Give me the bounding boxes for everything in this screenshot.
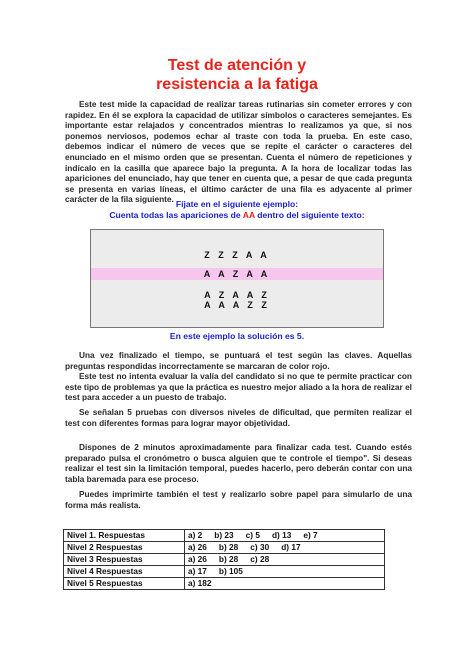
answer-option[interactable]: c) 30 <box>250 542 270 552</box>
answer-option[interactable]: a) 26 <box>188 542 207 552</box>
time-text: Dispones de 2 minutos aproximadamente para finalizar cada test. Cuando estés preparado pulsa el cronómetro o busca alguien que te controle el tiempo". Si deseas realizar el test sin la limitación temporal, puedes hacerlo, pero deberán contar con una tabla baremada para ese proceso. <box>65 442 412 484</box>
level-options <box>185 578 385 590</box>
intro-paragraph <box>65 99 412 205</box>
page-title <box>0 56 474 94</box>
example-row-1: Z Z Z A A <box>204 250 270 260</box>
example-row-3: A Z A A Z <box>204 290 270 300</box>
table-row <box>64 554 385 566</box>
answer-option[interactable]: b) 105 <box>218 566 243 576</box>
example-box <box>90 229 384 328</box>
answer-option[interactable]: d) 13 <box>271 530 292 540</box>
intro-text: Este test mide la capacidad de realizar tareas rutinarias sin cometer errores y con rapidez. En él se explora la capacidad de utilizar símbolos o caracteres semejantes. Es importante estar relajados y concentrados mientras lo realizamos ya que, si nos ponemos nerviosos, podemos echar al traste con toda la prueba. En este caso, debemos indicar el número de veces que se repite el carácter o caracteres del enunciado en el mismo orden que se presentan. Cuenta el número de repeticiones y indícalo en la casilla que aparece bajo la pregunta. A la hora de localizar todas las apariciones del enunciado, hay que tener en cuenta que, a pesar de que cada pregunta se presenta en varias líneas, el último carácter de una fila es adyacente al primer carácter de la fila siguiente. <box>65 99 412 205</box>
purpose-text: Este test no intenta evaluar la valía del candidato si no que te permite practicar con este tipo de problemas ya que la práctica es nuestro mejor aliado a la hora de realizar el test para acceder a un puesto de trabajo. <box>65 371 412 403</box>
example-row-4: A A A Z Z <box>204 300 270 310</box>
answer-option[interactable]: d) 17 <box>281 542 301 552</box>
level-options <box>185 566 385 578</box>
answer-option[interactable]: c) 28 <box>250 554 270 564</box>
answer-option[interactable]: b) 28 <box>218 554 239 564</box>
level-options <box>185 554 385 566</box>
table-row <box>64 542 385 554</box>
level-label: Nivel 4 Respuestas <box>64 566 185 578</box>
tests-text: Se señalan 5 pruebas con diversos niveles de dificultad, que permiten realizar el test con diferentes formas para lograr mayor objetividad. <box>65 407 412 428</box>
example-heading: Fíjate en el siguiente ejemplo: <box>175 199 299 209</box>
answer-option[interactable]: a) 2 <box>188 530 203 540</box>
answer-option[interactable]: c) 5 <box>245 530 260 540</box>
answer-option[interactable]: a) 26 <box>188 554 207 564</box>
level-options <box>185 542 385 554</box>
example-row-2: A A Z A A <box>91 268 383 280</box>
level-label: Nivel 5 Respuestas <box>64 578 185 590</box>
table-row <box>64 530 385 542</box>
finalized-text: Una vez finalizado el tiempo, se puntuará el test según las claves. Aquellas preguntas respondidas incorrectamente se marcaran de color rojo. <box>65 350 412 371</box>
answers-table <box>63 529 385 590</box>
level-label: Nivel 1. Respuestas <box>64 530 185 542</box>
level-label: Nivel 3 Respuestas <box>64 554 185 566</box>
example-instruction <box>0 210 474 220</box>
paragraph-print <box>65 489 412 510</box>
paragraph-finalized <box>65 350 412 403</box>
answer-option[interactable]: b) 23 <box>214 530 234 540</box>
answer-option[interactable]: a) 17 <box>188 566 207 576</box>
answer-option[interactable]: a) 182 <box>188 578 212 588</box>
title-line-2: resistencia a la fatiga <box>156 76 318 93</box>
level-options <box>185 530 385 542</box>
paragraph-time <box>65 442 412 484</box>
example-solution: En este ejemplo la solución es 5. <box>169 331 305 341</box>
example-target: AA <box>242 210 255 220</box>
level-label: Nivel 2 Respuestas <box>64 542 185 554</box>
table-row <box>64 578 385 590</box>
table-row <box>64 566 385 578</box>
paragraph-tests <box>65 407 412 428</box>
title-line-1: Test de atención y <box>167 57 307 74</box>
example-instruction-pre: Cuenta todas las apariciones de <box>109 210 243 220</box>
answer-option[interactable]: e) 7 <box>303 530 318 540</box>
example-instruction-post: dentro del siguiente texto: <box>254 210 365 220</box>
print-text: Puedes imprimirte también el test y realizarlo sobre papel para simularlo de una forma más realista. <box>65 489 412 510</box>
answer-option[interactable]: b) 28 <box>218 542 239 552</box>
